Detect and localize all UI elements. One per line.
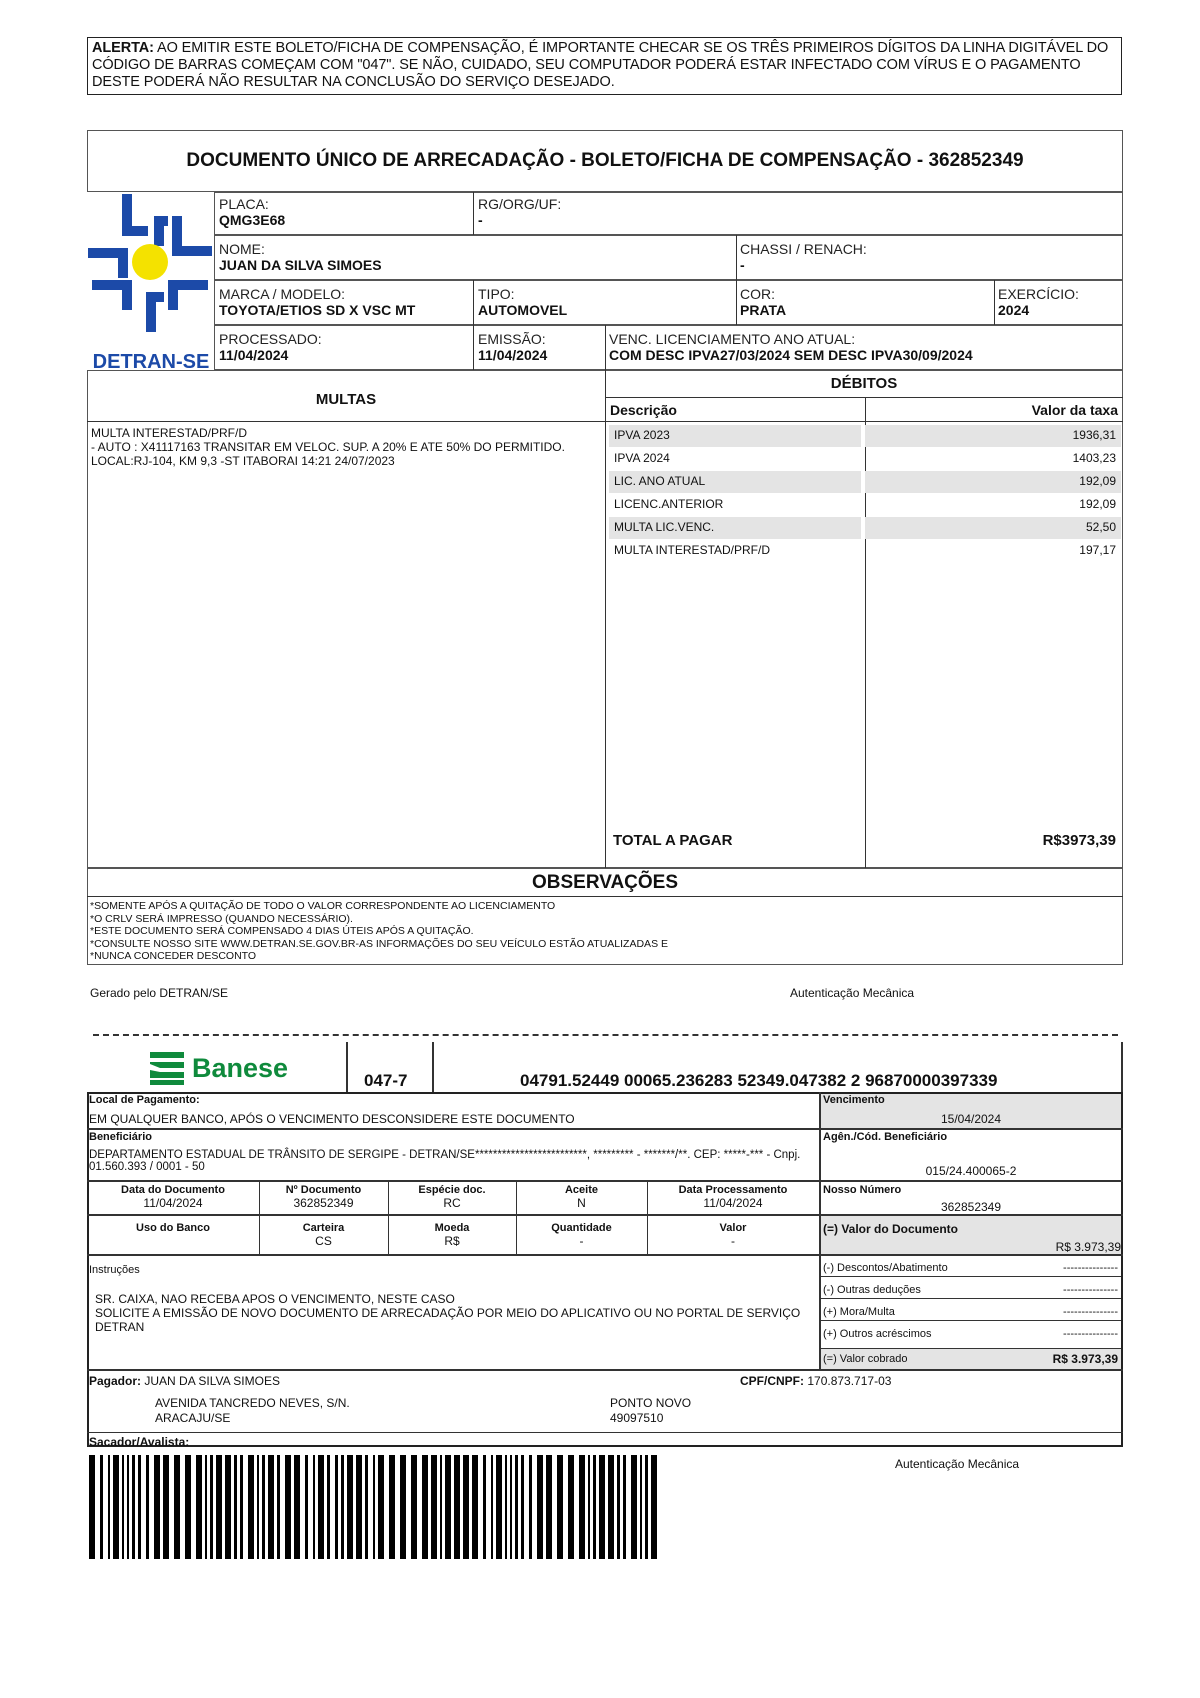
- table-row: MULTA LIC.VENC. 52,50: [609, 517, 1121, 539]
- barcode-bar: [400, 1455, 406, 1559]
- alert-label: ALERTA:: [92, 40, 154, 56]
- barcode-bar: [122, 1455, 124, 1559]
- vencimento-value: 15/04/2024: [940, 1112, 1002, 1126]
- barcode-bar: [318, 1455, 324, 1559]
- barcode-bar: [496, 1455, 502, 1559]
- barcode-bar: [327, 1455, 330, 1559]
- aceite-cell: Aceite N: [564, 1184, 599, 1210]
- row-placa: [214, 192, 1123, 235]
- barcode-bar: [262, 1455, 265, 1559]
- descontos-label: (-) Descontos/Abatimento: [823, 1262, 948, 1274]
- barcode-bar: [108, 1455, 110, 1559]
- debitos-table: [609, 425, 1121, 563]
- nosso-label: Nosso Número: [823, 1184, 902, 1196]
- total-value: R$3973,39: [1042, 832, 1116, 849]
- barcode-bar: [623, 1455, 626, 1559]
- observacoes-list: [90, 900, 1090, 963]
- multa-line: - AUTO : X41117163 TRANSITAR EM VELOC. SUP. A 20% E ATE 50% DO PERMITIDO.: [91, 440, 565, 454]
- detran-logo-text: DETRAN-SE: [92, 351, 210, 373]
- outros-acrescimos-value: ---------------: [1063, 1328, 1118, 1340]
- barcode-bar: [445, 1455, 451, 1559]
- barcode-bar: [248, 1455, 254, 1559]
- barcode-bar: [378, 1455, 384, 1559]
- instrucoes-list: SR. CAIXA, NAO RECEBA APOS O VENCIMENTO, NESTE CASO SOLICITE A EMISSÃO DE NOVO DOCUMENTO DE ARRECADAÇÃO POR MEIO DO APLICATIVO OU NO PORTAL DE SERVIÇO DETRAN: [95, 1292, 801, 1334]
- total-label: TOTAL A PAGAR: [613, 832, 733, 849]
- moeda-cell: Moeda R$: [434, 1222, 470, 1248]
- barcode-bar: [505, 1455, 507, 1559]
- barcode-bar: [431, 1455, 437, 1559]
- barcode-bar: [472, 1455, 478, 1559]
- bank-code: 047-7: [364, 1071, 408, 1090]
- barcode-bar: [89, 1455, 95, 1559]
- cobrado-value: R$ 3.973,39: [1052, 1352, 1118, 1366]
- beneficiario-value: DEPARTAMENTO ESTADUAL DE TRÂNSITO DE SERGIPE - DETRAN/SE*************************, ********* - *******/**. CEP: *****-*** - Cnpj. 01.560.393 / 0001 - 50: [89, 1149, 801, 1173]
- field-emissao: EMISSÃO: 11/04/2024: [478, 331, 548, 363]
- doc-header: [87, 130, 1123, 192]
- carteira-cell: Carteira CS: [302, 1222, 345, 1248]
- barcode-bar: [422, 1455, 428, 1559]
- barcode-bar: [196, 1455, 202, 1559]
- barcode-bar: [463, 1455, 469, 1559]
- barcode-bar: [568, 1455, 574, 1559]
- field-tipo: TIPO: AUTOMOVEL: [478, 286, 568, 318]
- barcode-bar: [617, 1455, 620, 1559]
- nosso-value: 362852349: [940, 1200, 1002, 1214]
- barcode-bar: [225, 1455, 231, 1559]
- barcode-bar: [356, 1455, 362, 1559]
- barcode-bar: [216, 1455, 222, 1559]
- barcode-bar: [599, 1455, 605, 1559]
- valor-cell: Valor -: [719, 1222, 747, 1248]
- barcode-bar: [313, 1455, 315, 1559]
- autenticacao-bottom: Autenticação Mecânica: [895, 1457, 1020, 1471]
- observacoes-title: OBSERVAÇÕES: [531, 872, 679, 893]
- barcode-bar: [100, 1455, 103, 1559]
- instrucoes-label: Instruções: [89, 1264, 140, 1276]
- barcode-bar: [365, 1455, 368, 1559]
- barcode-bar: [294, 1455, 300, 1559]
- barcode-bar: [257, 1455, 259, 1559]
- barcode-bar: [440, 1455, 442, 1559]
- especie-cell: Espécie doc. RC: [418, 1184, 486, 1210]
- barcode-bar: [285, 1455, 291, 1559]
- detran-emblem-icon: [88, 192, 214, 342]
- barcode-bar: [347, 1455, 353, 1559]
- barcode-bar: [579, 1455, 585, 1559]
- uso-cell: Uso do Banco: [136, 1222, 210, 1234]
- outros-acrescimos-label: (+) Outros acréscimos: [823, 1328, 932, 1340]
- outras-deducoes-value: ---------------: [1063, 1284, 1118, 1296]
- pagador-endereco: AVENIDA TANCREDO NEVES, S/N. ARACAJU/SE: [155, 1396, 350, 1425]
- detran-logo: [88, 192, 214, 373]
- barcode-bar: [305, 1455, 308, 1559]
- field-cor: COR: PRATA: [740, 286, 787, 318]
- cut-line: [93, 1034, 1118, 1036]
- agencia-value: 015/24.400065-2: [925, 1164, 1017, 1178]
- beneficiario-label: Beneficiário: [89, 1131, 152, 1143]
- barcode-bar: [411, 1455, 417, 1559]
- alert-box: [87, 37, 1122, 95]
- cobrado-label: (=) Valor cobrado: [823, 1353, 908, 1365]
- barcode-bar: [163, 1455, 169, 1559]
- barcode-bar: [557, 1455, 563, 1559]
- field-nome: NOME: JUAN DA SILVA SIMOES: [219, 241, 382, 273]
- local-label: Local de Pagamento:: [89, 1094, 200, 1106]
- barcode-bar: [529, 1455, 532, 1559]
- barcode-bar: [138, 1455, 141, 1559]
- barcode-bar: [651, 1455, 657, 1559]
- field-processado: PROCESSADO: 11/04/2024: [219, 331, 322, 363]
- data-proc-cell: Data Processamento 11/04/2024: [678, 1184, 788, 1210]
- pagador: Pagador: JUAN DA SILVA SIMOES: [89, 1374, 280, 1388]
- barcode-bar: [132, 1455, 135, 1559]
- autenticacao-top: Autenticação Mecânica: [790, 986, 915, 1000]
- linha-digitavel: 04791.52449 00065.236283 52349.047382 2 96870000397339: [520, 1071, 998, 1090]
- data-doc-cell: Data do Documento 11/04/2024: [121, 1184, 225, 1210]
- barcode-bar: [389, 1455, 395, 1559]
- pagador-bairro: PONTO NOVO 49097510: [610, 1396, 692, 1425]
- debitos-title: DÉBITOS: [830, 375, 898, 392]
- barcode-bar: [537, 1455, 543, 1559]
- barcode-bar: [127, 1455, 129, 1559]
- barcode: [89, 1455, 662, 1559]
- field-marca: MARCA / MODELO: TOYOTA/ETIOS SD X VSC MT: [219, 286, 416, 318]
- barcode-bar: [268, 1455, 274, 1559]
- barcode-bar: [454, 1455, 460, 1559]
- barcode-bar: [335, 1455, 338, 1559]
- barcode-bar: [593, 1455, 596, 1559]
- gerado-text: Gerado pelo DETRAN/SE: [90, 986, 229, 1000]
- num-doc-cell: Nº Documento 362852349: [285, 1184, 362, 1210]
- barcode-bar: [277, 1455, 280, 1559]
- field-venc: VENC. LICENCIAMENTO ANO ATUAL: COM DESC IPVA27/03/2024 SEM DESC IPVA30/09/2024: [609, 331, 973, 363]
- barcode-bar: [515, 1455, 518, 1559]
- multas-title: MULTAS: [315, 391, 377, 408]
- barcode-bar: [210, 1455, 213, 1559]
- outras-deducoes-label: (-) Outras deduções: [823, 1284, 921, 1296]
- barcode-bar: [645, 1455, 648, 1559]
- field-rg: RG/ORG/UF: -: [478, 196, 562, 228]
- boleto-body: [87, 1092, 1123, 1447]
- cpf: CPF/CNPF: 170.873.717-03: [740, 1374, 892, 1388]
- barcode-bar: [373, 1455, 375, 1559]
- table-row: LIC. ANO ATUAL 192,09: [609, 471, 1121, 493]
- sacador-label: Sacador/Avalista:: [89, 1435, 190, 1449]
- barcode-bar: [546, 1455, 552, 1559]
- vencimento-label: Vencimento: [823, 1094, 885, 1106]
- observacao-line: *ESTE DOCUMENTO SERÁ COMPENSADO 4 DIAS ÚTEIS APÓS A QUITAÇÃO.: [90, 925, 474, 937]
- valor-doc-value: R$ 3.973,39: [1055, 1240, 1121, 1254]
- doc-title: DOCUMENTO ÚNICO DE ARRECADAÇÃO - BOLETO/FICHA DE COMPENSAÇÃO - 362852349: [186, 150, 1024, 171]
- table-row: MULTA INTERESTAD/PRF/D 197,17: [614, 543, 1116, 557]
- barcode-bar: [174, 1455, 180, 1559]
- barcode-bar: [205, 1455, 207, 1559]
- bank-name: Banese: [192, 1052, 289, 1083]
- barcode-bar: [154, 1455, 160, 1559]
- debitos-col-desc: Descrição: [610, 402, 677, 418]
- table-row: IPVA 2024 1403,23: [614, 451, 1116, 465]
- barcode-bar: [146, 1455, 149, 1559]
- barcode-bar: [240, 1455, 243, 1559]
- barcode-bar: [640, 1455, 642, 1559]
- alert-text: AO EMITIR ESTE BOLETO/FICHA DE COMPENSAÇÃO, É IMPORTANTE CHECAR SE OS TRÊS PRIMEIROS DÍGITOS DA LINHA DIGITÁVEL DO CÓDIGO DE BARRAS COMEÇAM COM "047". SE NÃO, CUIDADO, SEU COMPUTADOR PODERÁ ESTAR INFECTADO COM VÍRUS E O PAGAMENTO DESTE PODERÁ NÃO RESULTAR NA CONCLUSÃO DO SERVIÇO DESEJADO.: [92, 40, 1109, 90]
- barcode-bar: [113, 1455, 119, 1559]
- mora-label: (+) Mora/Multa: [823, 1306, 895, 1318]
- quantidade-cell: Quantidade -: [551, 1222, 612, 1248]
- banese-logo-icon: [148, 1050, 186, 1086]
- multa-line: LOCAL:RJ-104, KM 9,3 -ST ITABORAI 14:21 24/07/2023: [91, 454, 395, 468]
- barcode-bar: [185, 1455, 191, 1559]
- debitos-col-valor: Valor da taxa: [1031, 402, 1118, 418]
- barcode-bar: [491, 1455, 493, 1559]
- field-exercicio: EXERCÍCIO: 2024: [998, 286, 1079, 318]
- field-chassi: CHASSI / RENACH: -: [740, 241, 867, 273]
- barcode-bar: [510, 1455, 512, 1559]
- multa-line: MULTA INTERESTAD/PRF/D: [91, 426, 248, 440]
- barcode-bar: [521, 1455, 524, 1559]
- mora-value: ---------------: [1063, 1306, 1118, 1318]
- banese-logo: [148, 1048, 328, 1088]
- table-row: LICENC.ANTERIOR 192,09: [614, 497, 1116, 511]
- valor-doc-label: (=) Valor do Documento: [823, 1222, 959, 1236]
- barcode-bar: [631, 1455, 637, 1559]
- descontos-value: ---------------: [1063, 1262, 1118, 1274]
- observacao-line: *O CRLV SERÁ IMPRESSO (QUANDO NECESSÁRIO).: [90, 912, 353, 925]
- barcode-bar: [483, 1455, 486, 1559]
- table-row: IPVA 2023 1936,31: [609, 425, 1121, 447]
- barcode-bar: [588, 1455, 590, 1559]
- observacao-line: *NUNCA CONCEDER DESCONTO: [90, 950, 257, 962]
- barcode-bar: [341, 1455, 344, 1559]
- local-value: EM QUALQUER BANCO, APÓS O VENCIMENTO DESCONSIDERE ESTE DOCUMENTO: [89, 1112, 575, 1126]
- observacao-line: *CONSULTE NOSSO SITE WWW.DETRAN.SE.GOV.BR-AS INFORMAÇÕES DO SEU VEÍCULO ESTÃO ATUALIZADAS E: [90, 937, 668, 950]
- multas-list: [91, 426, 591, 468]
- field-placa: PLACA: QMG3E68: [219, 196, 286, 228]
- agencia-label: Agên./Cód. Beneficiário: [823, 1131, 948, 1143]
- barcode-bar: [234, 1455, 237, 1559]
- observacao-line: *SOMENTE APÓS A QUITAÇÃO DE TODO O VALOR CORRESPONDENTE AO LICENCIAMENTO: [90, 900, 556, 912]
- barcode-bar: [608, 1455, 614, 1559]
